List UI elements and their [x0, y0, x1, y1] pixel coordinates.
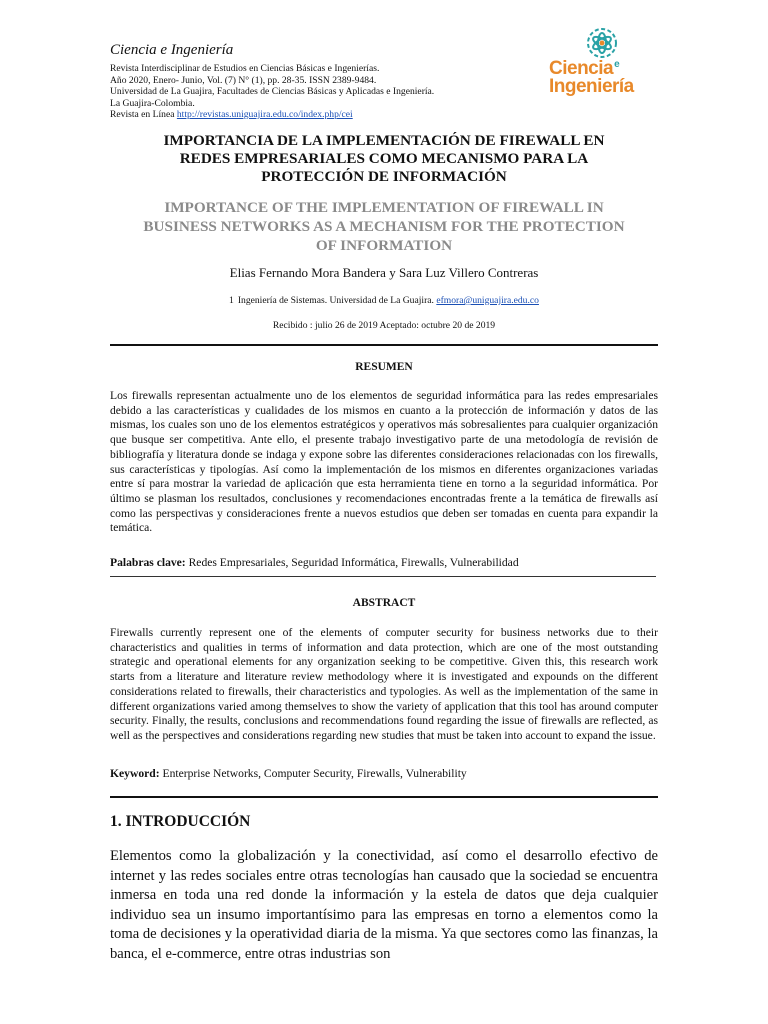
- journal-university: Universidad de La Guajira, Facultades de Ciencias Básicas y Aplicadas e Ingeniería.: [110, 86, 435, 97]
- keywords-text-en: Enterprise Networks, Computer Security, Firewalls, Vulnerability: [159, 767, 467, 780]
- journal-location: La Guajira-Colombia.: [110, 97, 195, 109]
- logo-word-ingenieria: Ingeniería: [549, 76, 634, 97]
- article-authors: Elias Fernando Mora Bandera y Sara Luz Villero Contreras: [229, 265, 539, 280]
- affiliation-marker: 1: [229, 295, 234, 306]
- journal-logo: [546, 26, 656, 100]
- journal-subtitle: Revista Interdisciplinar de Estudios en Ciencias Básicas e Ingenierías.: [110, 63, 380, 74]
- online-label: Revista en Línea: [110, 109, 177, 120]
- article-title-english: IMPORTANCE OF THE IMPLEMENTATION OF FIREWALL IN BUSINESS NETWORKS AS A MECHANISM FOR THE PROTECTION OF INFORMATION: [143, 199, 625, 254]
- abstract-heading: ABSTRACT: [352, 597, 416, 609]
- journal-title: Ciencia e Ingeniería: [110, 42, 234, 58]
- article-title-spanish: IMPORTANCIA DE LA IMPLEMENTACIÓN DE FIREWALL EN REDES EMPRESARIALES COMO MECANISMO PARA LA PROTECCIÓN DE INFORMACIÓN: [163, 132, 605, 185]
- affiliation-text: Ingeniería de Sistemas. Universidad de La Guajira.: [237, 295, 437, 306]
- resumen-keywords: [110, 556, 658, 569]
- introduction-heading: 1. INTRODUCCIÓN: [110, 813, 251, 830]
- logo-connector: e: [614, 58, 620, 70]
- introduction-body: Elementos como la globalización y la conectividad, así como el desarrollo efectivo de internet y las redes sociales entre otras tecnologías han causado que la sociedad se encuentra inmersa en toda una red donde la información y la estela de datos que deja cualquier individuo sea un insumo importantísimo para las empresas en torno a elementos como la toma de decisiones y la operatividad diaria de la misma. Ya que sectores como las finanzas, la banca, el e-commerce, entre otras industrias son: [110, 848, 658, 962]
- section-divider: [110, 344, 658, 346]
- keywords-label-en: Keyword:: [110, 767, 160, 780]
- journal-volume: Año 2020, Enero- Junio, Vol. (7) N° (1), pp. 28-35. ISSN 2389-9484.: [110, 74, 377, 86]
- abstract-body: Firewalls currently represent one of the elements of computer security for business networks due to their characteristics and qualities in terms of information and data protection, which are one of the most outstanding strategic and operational elements for any organization seeking to be competitive. Given this, this research work starts from a literature and literature review methodology where it is investigated and expounds on the different considerations related to firewalls, their characteristics and typologies. As well as the implementation of the same in different organizations varied among themselves to show the variety of application that this tool has around computer security. Finally, the results, conclusions and recommendations found regarding the issue of firewalls are reflected, as well as the perspectives and considerations regarding new studies that must be taken into account to expand the issue.: [110, 626, 658, 742]
- keywords-text-es: Redes Empresariales, Seguridad Informática, Firewalls, Vulnerabilidad: [185, 556, 519, 569]
- resumen-body: Los firewalls representan actualmente uno de los elementos de seguridad informática para las redes empresariales debido a las características y cualidades de los mismos en cuanto a la protección de información y datos de las mismas, los cuales son uno de los elementos estratégicos y operativos más sobresalientes para cualquier organización que busque ser competitiva. Ante ello, el presente trabajo investigativo parte de una metodología de revisión de bibliografía y literatura donde se indaga y expone sobre las diferentes consideraciones relacionadas con los firewalls, sus características y tipologías. Así como la implementación de los mismos en diferentes organizaciones variadas entre sí para mostrar la variedad de aplicación que esta herramienta tiene en torno a la seguridad informática. Por último se plasman los resultados, conclusiones y recomendaciones encontradas frente a la temática de firewalls así como las perspectivas y consideraciones frente a nuevos estudios que deben ser tomadas en cuenta para expandir la temática.: [110, 389, 658, 535]
- journal-url-link[interactable]: http://revistas.uniguajira.edu.co/index.php/cei: [176, 109, 353, 120]
- logo-word-ciencia: Ciencia$^e$: [549, 58, 620, 79]
- abstract-keywords: [110, 767, 658, 780]
- author-email-link[interactable]: efmora@uniguajira.edu.co: [436, 295, 539, 306]
- resumen-heading: RESUMEN: [355, 361, 413, 373]
- section-divider-bottom: [110, 796, 658, 798]
- section-dashed-divider: [110, 576, 656, 577]
- journal-online: [110, 109, 540, 121]
- keywords-label-es: Palabras clave:: [110, 556, 186, 569]
- journal-header: [110, 42, 540, 121]
- received-accepted-dates: Recibido : julio 26 de 2019 Aceptado: octubre 20 de 2019: [272, 320, 496, 331]
- author-affiliation: [110, 295, 658, 306]
